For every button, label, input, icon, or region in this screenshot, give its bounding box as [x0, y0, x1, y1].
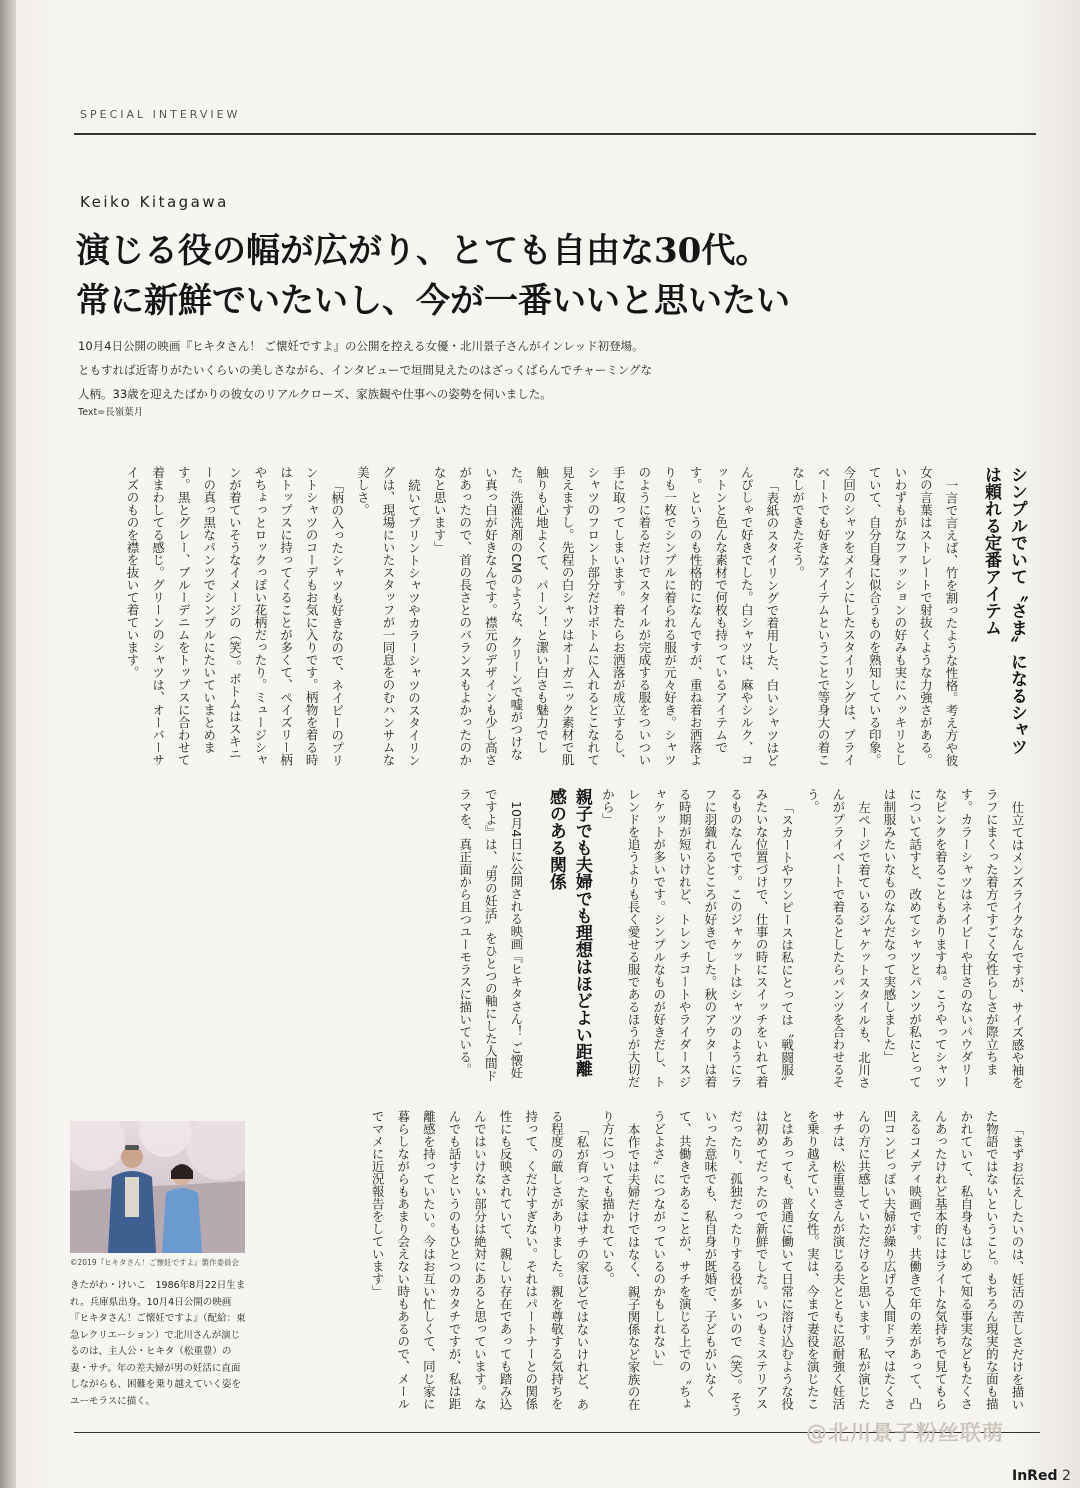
article-tier-1	[70, 466, 1030, 766]
article-tier-2	[70, 788, 1030, 1088]
section-label: SPECIAL INTERVIEW	[80, 108, 241, 121]
article-tier-3	[300, 1110, 1030, 1418]
headline-line-2: 常に新鮮でいたいし、今が一番いいと思いたい	[76, 281, 790, 321]
photo-caption: ©2019『ヒキタさん！ご懐妊ですよ』製作委員会	[70, 1258, 240, 1267]
lead-line-1: 10月4日公開の映画『ヒキタさん！ ご懐妊ですよ』の公開を控える女優・北川景子さんがインレッド初登場。	[78, 339, 644, 353]
paragraph: 「表紙のスタイリングで着用した、白いシャツはどんぴしゃで好きでした。白シャツは、麻やシルク、コットンと色んな素材で何枚も持っているアイテムです。というのも性格的になんですが、重ね着お洒落よりも一枚でシンプルに着られる服が元々好き。シャツのように着るだけでスタイルが完成する服をついつい手に取ってしまいます。着たらお洒落が成立するし、シャツのフロント部分だけボトムに入れるとこなれて見えますし。先程の白シャツはオーガニック素材で肌触りも心地よくて、パーン！と潔い白さも魅力でした。洗濯洗剤のCMのような、クリーンで嘘がつけない真っ白が好きなんです。襟元のデザインも少し高さがあったので、首の長さとのバランスもよかったのかなと思います」	[432, 466, 780, 766]
page-binding-edge	[0, 0, 16, 1488]
paragraph: 一言で言えば、竹を割ったような性格。考え方や彼女の言葉はストレートで射抜くような力強さがある。いわずもがなファッションの好みも実にハッキリとしていて、自分自身に似合うものを熟知している印象。今回のシャツをメインにしたスタイリングは、プライベートでも好きなアイテムということで等身大の着こなしができたそう。	[790, 466, 959, 766]
headline	[76, 226, 1036, 326]
profile-text: きたがわ・けいこ 1986年8月22日生まれ。兵庫県出身。10月4日公開の映画『ヒキタさん！ご懐妊ですよ』（配給：東急レクリエーション）で北川さんが演じるのは、主人公・ヒキタ（松重豊）の妻・サチ。年の差夫婦が男の妊活に直面しながらも、困難を乗り越えていく姿をユーモラスに描く。	[70, 1280, 246, 1407]
paragraph: 「スカートやワンピースは私にとっては〝戦闘服〟みたいな位置づけで、仕事の時にスイッチをいれて着るものなんです。このジャケットはシャツのようにラフに羽織れるところが好きでした。秋のアウターは着る時期が短いけれど、トレンチコートやライダースジャケットが多いです。シンプルなものが好きだし、トレンドを追うよりも長く愛せる服であるほうが大切だから」	[600, 788, 795, 1088]
page-number: 2	[1062, 1468, 1071, 1484]
magazine-logo: InRed	[1012, 1468, 1058, 1484]
headline-line-1: 演じる役の幅が広がり、とても自由な30代。	[76, 231, 770, 271]
paragraph: 仕立てはメンズライクなんですが、サイズ感や袖をラフにまくった着方ですごく女性らしさが際立ちます。カラーシャツはネイビーや甘さのないパウダリーなピンクを着ることもありますね。こうやってシャツについて話すと、改めてシャツとパンツが私にとっては制服みたいなものなんだなって実感しました」	[882, 788, 1025, 1088]
interviewee-name: Keiko Kitagawa	[80, 193, 229, 211]
paragraph: 「柄の入ったシャツも好きなので、ネイビーのプリントシャツのコーデもお気に入りです。柄物を着る時はトップスに持ってくることが多くて、ペイズリー柄やちょっとロックっぽい花柄だったり。ミュージシャンが着ていそうなイメージの（笑）。ボトムはスキニーの真っ黒なパンツでシンプルにたいていまとめます。黒とグレー、ブルーデニムをトップスに合わせて着まわしてる感じ。グリーンのシャツは、オーバーサイズのものを襟を抜いて着ています。	[125, 466, 345, 766]
top-rule	[74, 133, 1036, 135]
lead-line-3: 人柄。33歳を迎えたばかりの彼女のリアルクローズ、家族観や仕事への姿勢を伺いました。	[78, 387, 552, 401]
movie-still-photo	[70, 1121, 245, 1253]
paragraph: 10月4日に公開される映画『ヒキタさん！ ご懐妊ですよ』は、〝男の妊活〟をひとつの軸にした人間ドラマを、真正面から且つユーモラスに描いている。	[457, 788, 524, 1082]
lead-line-2: ともすれば近寄りがたいくらいの美しさながら、インタビューで垣間見えたのはざっくばらんでチャーミングな	[78, 363, 652, 377]
weibo-watermark: @北川景子粉丝联萌	[806, 1421, 1004, 1445]
paragraph: 「まずお伝えしたいのは、妊活の苦しさだけを描いた物語ではないということ。もちろん現実的な面も描かれていて、私自身もはじめて知る事実などもたくさんあったけれど基本的にはライトな気持ちで見てもらえるコメディ映画です。共働きで年の差があって、凸凹コンビっぽい夫婦が繰り広げる人間ドラマはたくさんの方に共感していただけると思います。私が演じたサチは、松重豊さんが演じる夫とともに忍耐強く妊活を乗り越えていく女性。実は、今まで妻役を演じたことはあっても、普通に働いて日常に溶け込むような役は初めてだったので新鮮でした。いつもミステリアスだったり、孤独だったりする役が多いので（笑）。そういった意味でも、私自身が既婚で、子どもがいなくて、共働きであることが、サチを演じる上での〝ちょうどよさ〟につながっているのかもしれない」	[651, 1110, 1025, 1417]
lead-paragraph	[78, 334, 798, 406]
text-credit: Text=長嶺葉月	[78, 407, 144, 418]
paragraph: 左ページで着ているジャケットスタイルも、北川さんがプライベートで着るとしたらパンツを合わせるそう。	[805, 788, 872, 1088]
section-heading-family: 親子でも夫婦でも理想はほどよい距離感のある関係	[545, 788, 592, 1077]
movie-still-illustration	[70, 1121, 245, 1253]
paragraph: 続いてプリントシャツやカラーシャツのスタイリングは、現場にいたスタッフが一同息をのむハンサムな美しさ。	[355, 466, 422, 766]
paragraph: 本作では夫婦だけではなく、親子関係など家族の在り方についても描かれている。	[600, 1110, 642, 1410]
section-heading-shirts: シンプルでいて〝さま〟になるシャツは頼れる定番アイテム	[981, 466, 1027, 755]
paragraph: 「私が育った家はサチの家ほどではないけれど、ある程度の厳しさがありました。親を尊敬する気持ちを持って、くだけすぎない。それはパートナーとの関係性にも反映されていて、親しい存在であっても踏み込んではいけない部分は絶対にあると思っています。なんでも話すというのもひとつのカタチですが、私は距離感を持っていたい。今はお互い忙しくて、同じ家に暮らしながらもあまり会えない時もあるので、メールでマメに近況報告をしています」	[370, 1110, 590, 1410]
